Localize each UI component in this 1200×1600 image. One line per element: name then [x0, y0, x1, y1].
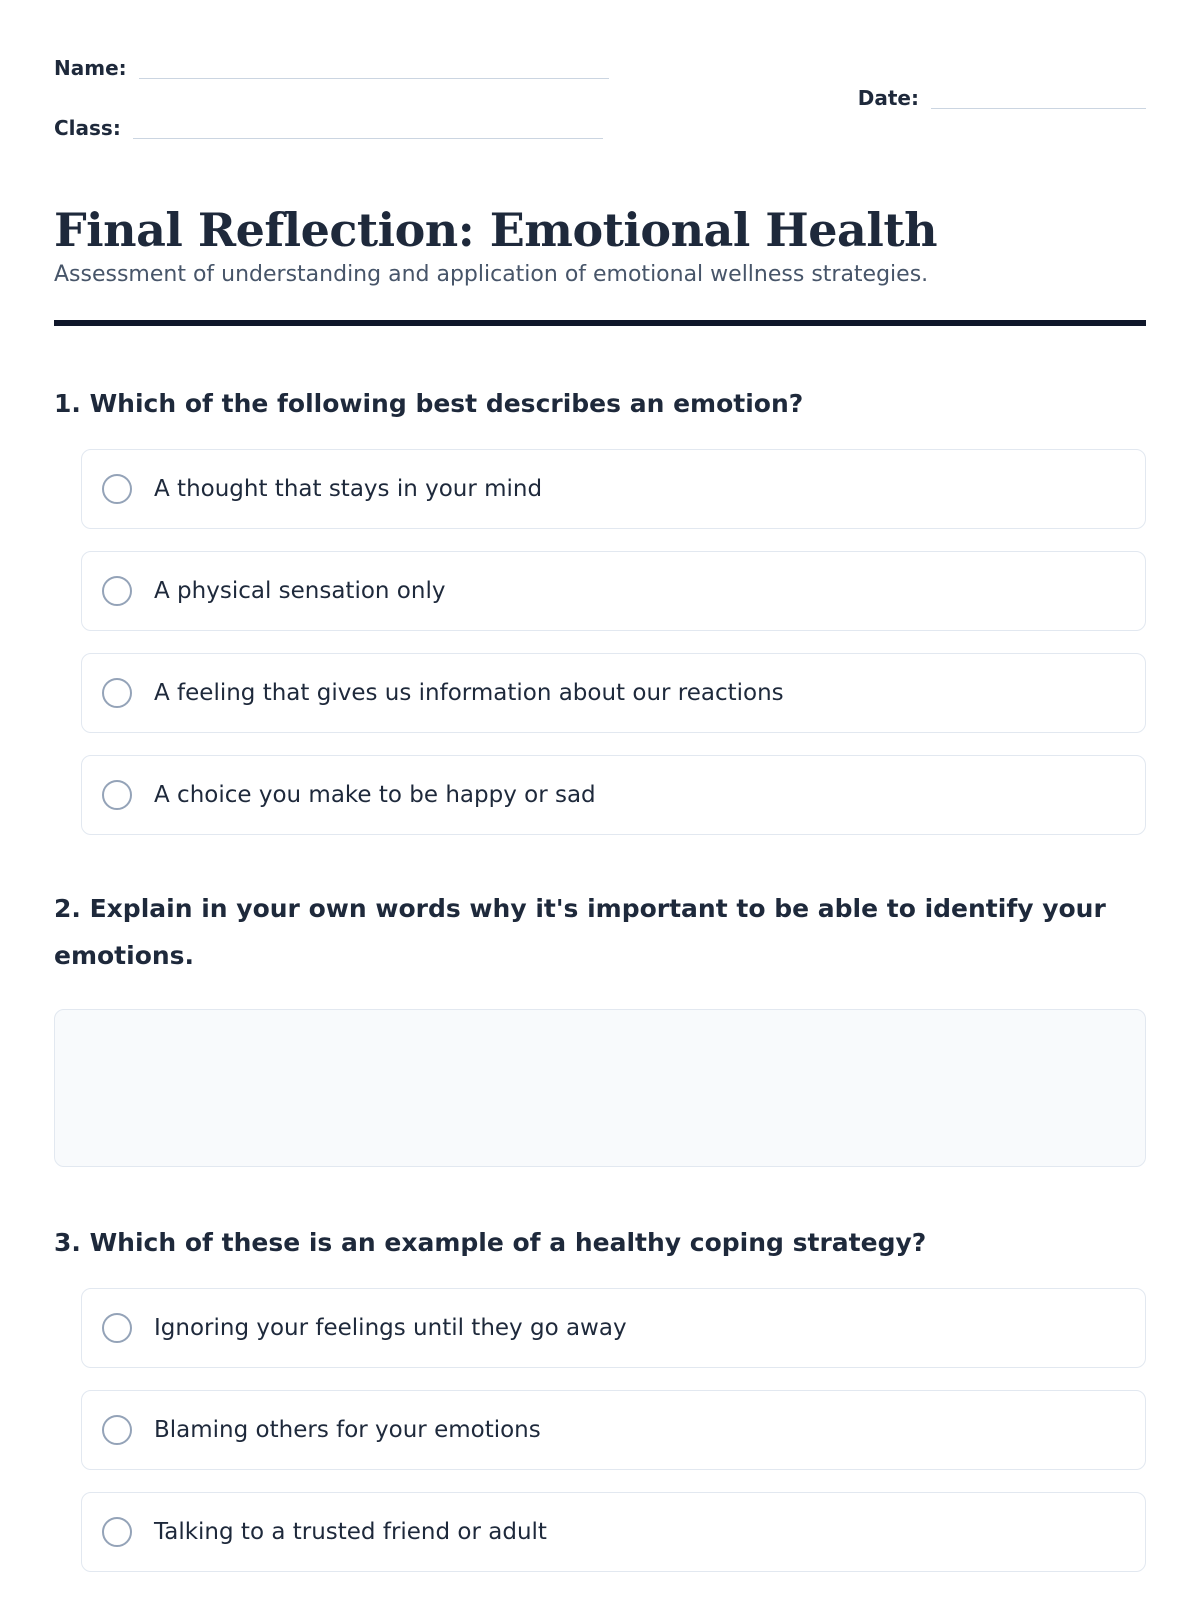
- question-1-text: 1. Which of the following best describes an emotion?: [54, 389, 804, 418]
- question-2-answer-box[interactable]: [54, 1009, 1146, 1167]
- radio-circle-icon[interactable]: [102, 474, 132, 504]
- question-2: [54, 885, 1146, 1167]
- date-label: Date:: [857, 86, 919, 110]
- question-3-option-a[interactable]: [81, 1288, 1146, 1368]
- question-3: [54, 1219, 1146, 1572]
- option-label: A feeling that gives us information about our reactions: [154, 680, 784, 706]
- radio-circle-icon[interactable]: [102, 576, 132, 606]
- question-1-option-a[interactable]: [81, 449, 1146, 529]
- class-label: Class:: [54, 116, 121, 140]
- question-3-option-c[interactable]: [81, 1492, 1146, 1572]
- radio-circle-icon[interactable]: [102, 780, 132, 810]
- name-input-line[interactable]: [139, 56, 609, 79]
- class-field: [54, 116, 603, 139]
- question-1-option-c[interactable]: [81, 653, 1146, 733]
- option-label: Blaming others for your emotions: [154, 1417, 541, 1443]
- student-info: [54, 0, 1146, 160]
- radio-circle-icon[interactable]: [102, 678, 132, 708]
- date-field: [858, 86, 1146, 109]
- question-1: [54, 380, 1146, 835]
- option-label: A thought that stays in your mind: [154, 476, 543, 502]
- question-3-option-b[interactable]: [81, 1390, 1146, 1470]
- name-field: [54, 56, 609, 79]
- question-1-options: [54, 449, 1146, 835]
- radio-circle-icon[interactable]: [102, 1313, 132, 1343]
- radio-circle-icon[interactable]: [102, 1517, 132, 1547]
- question-1-option-b[interactable]: [81, 551, 1146, 631]
- page-subtitle: Assessment of understanding and application of emotional wellness strategies.: [54, 262, 929, 287]
- header-divider: [54, 320, 1146, 326]
- option-label: A choice you make to be happy or sad: [154, 782, 596, 808]
- date-input-line[interactable]: [931, 86, 1146, 109]
- page-title: Final Reflection: Emotional Health: [54, 203, 938, 257]
- option-label: Talking to a trusted friend or adult: [154, 1519, 547, 1545]
- class-input-line[interactable]: [133, 116, 603, 139]
- question-2-text: 2. Explain in your own words why it's important to be able to identify your emotions.: [54, 894, 1106, 970]
- name-label: Name:: [54, 56, 127, 80]
- question-3-text: 3. Which of these is an example of a healthy coping strategy?: [54, 1228, 927, 1257]
- question-1-option-d[interactable]: [81, 755, 1146, 835]
- question-3-options: [54, 1288, 1146, 1572]
- option-label: Ignoring your feelings until they go away: [154, 1315, 627, 1341]
- option-label: A physical sensation only: [154, 578, 446, 604]
- radio-circle-icon[interactable]: [102, 1415, 132, 1445]
